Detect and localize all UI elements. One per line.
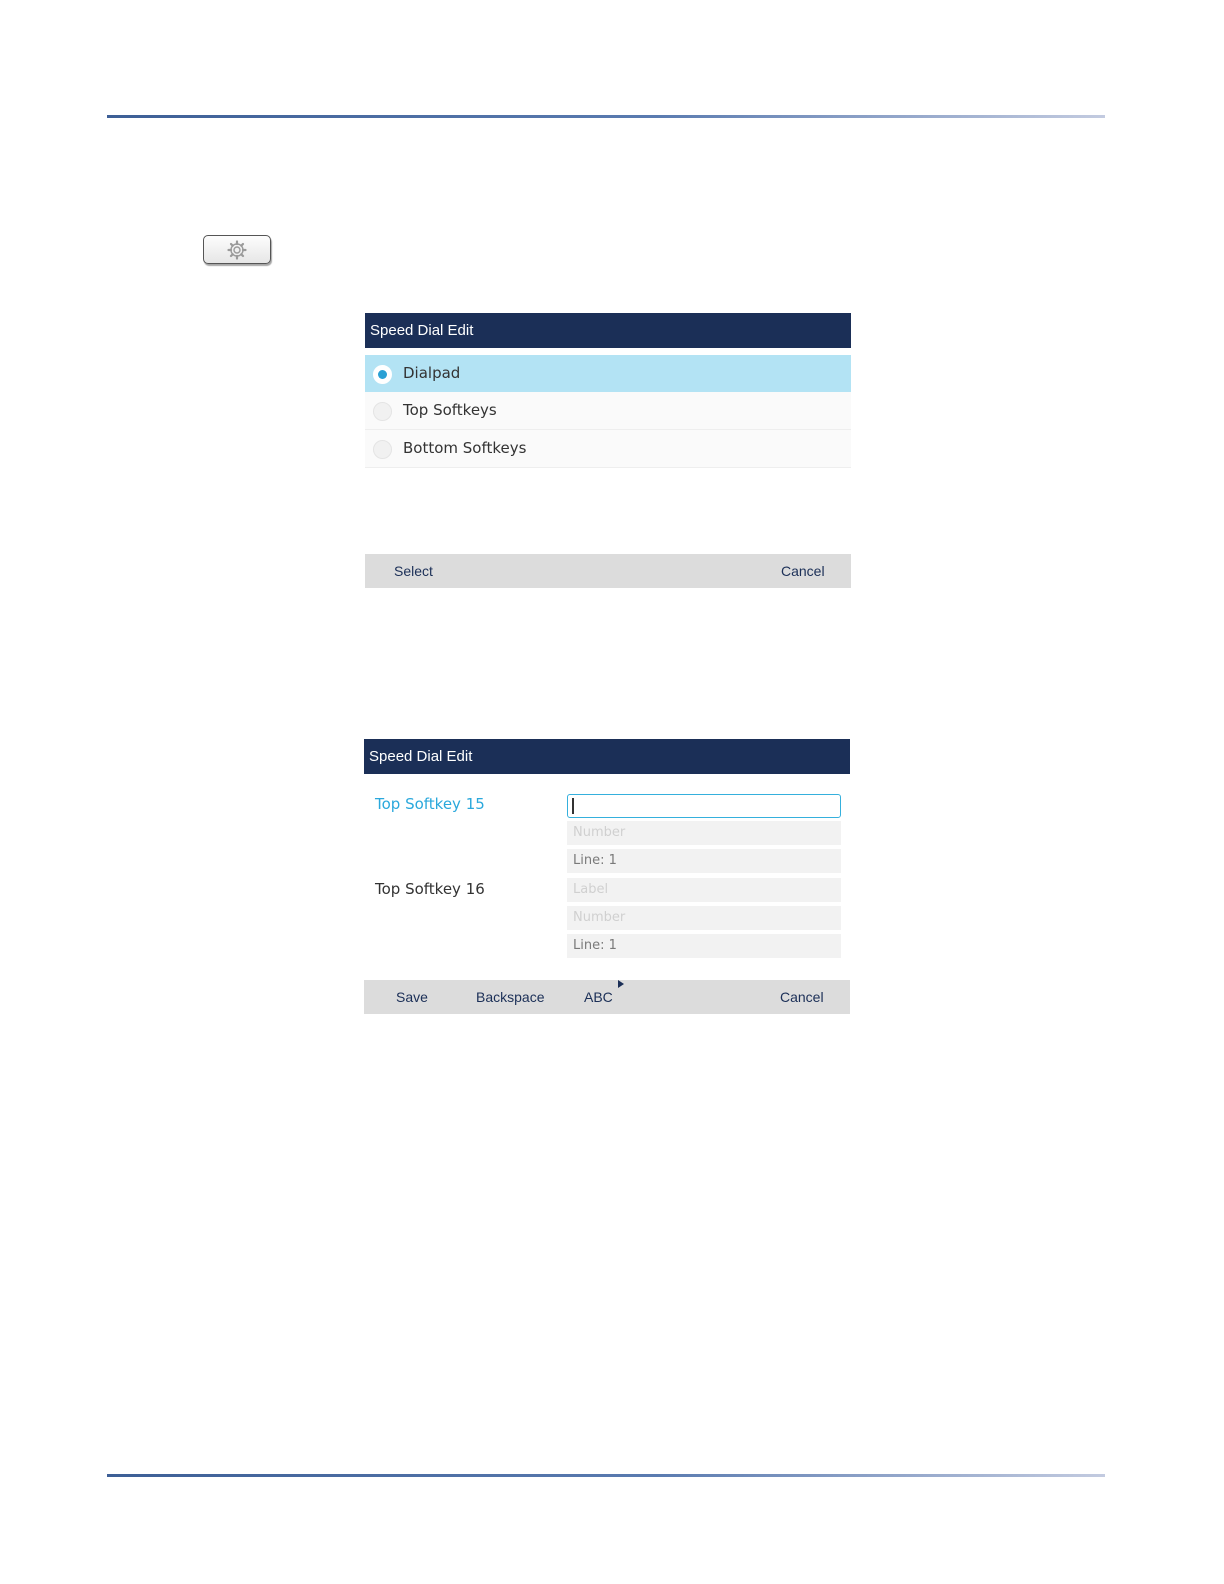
screen-title: Speed Dial Edit (365, 313, 851, 348)
option-label: Bottom Softkeys (403, 439, 527, 457)
option-dialpad[interactable] (365, 355, 851, 392)
settings-key-button[interactable] (203, 235, 271, 264)
cancel-softkey[interactable]: Cancel (780, 989, 824, 1005)
label-input-active[interactable] (567, 794, 841, 818)
radio-selected-icon (373, 365, 392, 384)
abc-label: ABC (584, 989, 613, 1005)
screen-title: Speed Dial Edit (364, 739, 850, 774)
abc-softkey[interactable] (584, 980, 613, 1014)
label-field-16[interactable]: Label (567, 878, 841, 902)
option-top-softkeys[interactable] (365, 392, 851, 430)
radio-unselected-icon (373, 402, 392, 421)
cancel-softkey[interactable]: Cancel (781, 563, 825, 579)
line-field-15[interactable]: Line: 1 (567, 849, 841, 873)
text-cursor (572, 798, 574, 814)
line-field-16[interactable]: Line: 1 (567, 934, 841, 958)
speed-dial-edit-screen (364, 739, 850, 1015)
select-softkey[interactable]: Select (394, 563, 433, 579)
save-softkey[interactable]: Save (396, 989, 428, 1005)
backspace-softkey[interactable]: Backspace (476, 989, 545, 1005)
top-softkey-16-label: Top Softkey 16 (375, 880, 485, 898)
option-label: Top Softkeys (403, 401, 497, 419)
header-rule (107, 115, 1105, 118)
option-label: Dialpad (403, 364, 461, 382)
softkey-bar (364, 980, 850, 1014)
number-field-15[interactable]: Number (567, 821, 841, 845)
option-bottom-softkeys[interactable] (365, 430, 851, 468)
footer-rule (107, 1474, 1105, 1477)
number-field-16[interactable]: Number (567, 906, 841, 930)
gear-icon (227, 240, 247, 260)
radio-unselected-icon (373, 440, 392, 459)
softkey-bar (365, 554, 851, 588)
speed-dial-location-screen (365, 313, 851, 589)
top-softkey-15-label: Top Softkey 15 (375, 795, 485, 813)
play-icon (618, 980, 624, 988)
